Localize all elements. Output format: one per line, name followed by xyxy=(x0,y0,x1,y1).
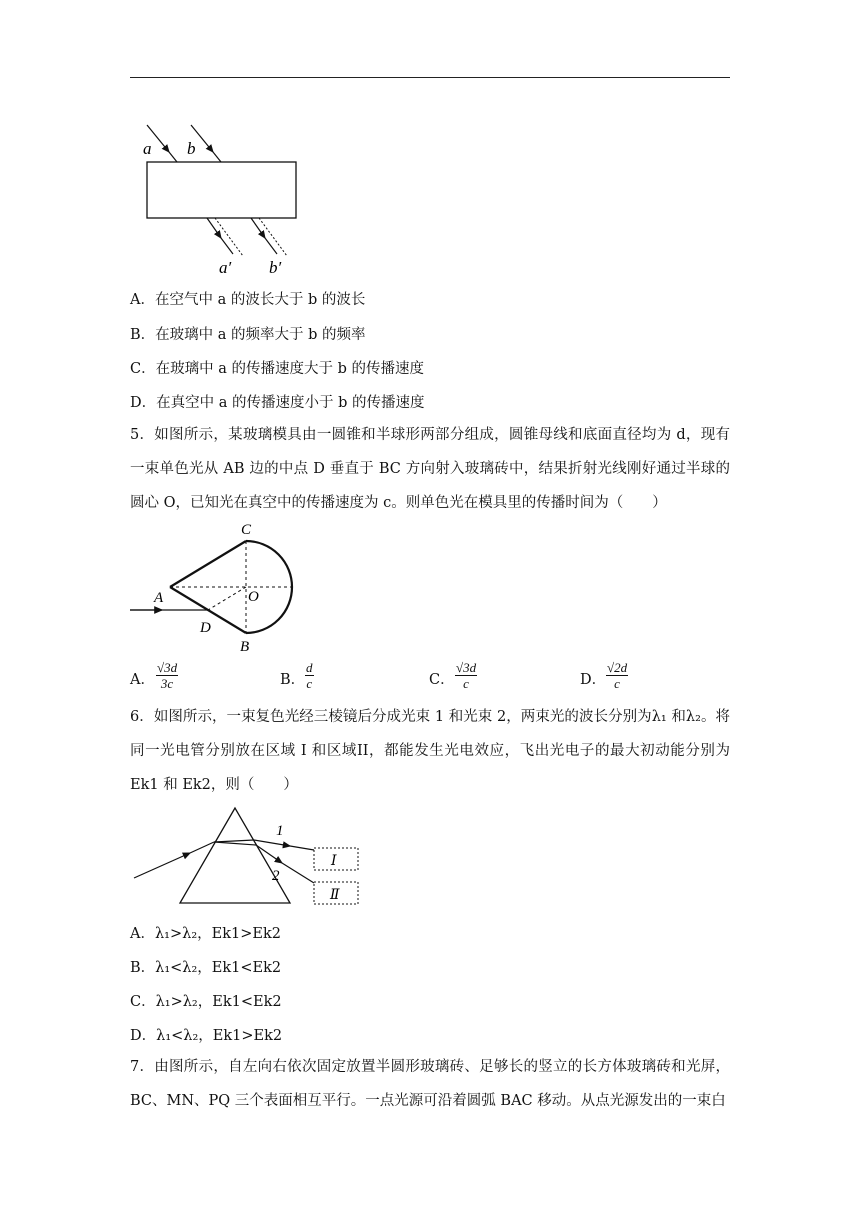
point-o-label: O xyxy=(248,589,259,605)
q7-stem: 7．由图所示，自左向右依次固定放置半圆形玻璃砖、足够长的竖立的长方体玻璃砖和光屏，BC、MN、PQ 三个表面相互平行。一点光源可沿着圆弧 BAC 移动。从点光源发出的一束白 xyxy=(130,1059,730,1109)
point-a-label: A xyxy=(154,590,164,606)
q6-option-b: B．λ₁<λ₂，Ek1<Ek2 xyxy=(130,960,282,976)
q4-option-c: C．在玻璃中 a 的传播速度大于 b 的传播速度 xyxy=(130,361,424,377)
point-b-label: B xyxy=(240,639,250,655)
point-c-label: C xyxy=(241,522,252,538)
region-2-label: Ⅱ xyxy=(330,888,340,903)
q4-option-b: B．在玻璃中 a 的频率大于 b 的频率 xyxy=(130,327,366,343)
q5-option-d-value: $\frac{√2d}{c}$ xyxy=(607,660,628,691)
q5-option-a-value: $\frac{√3d}{3c}$ xyxy=(157,660,178,691)
q5-stem: 5．如图所示，某玻璃模具由一圆锥和半球形两部分组成，圆锥母线和底面直径均为 d，现有一束单色光从 AB 边的中点 D 垂直于 BC 方向射入玻璃砖中，结果折射光线刚好通过半球的圆心 O，已知光在真空中的传播速度为 c。则单色光在模具里的传播时间为（ ） xyxy=(130,427,730,511)
q5-option-b-label: B． xyxy=(280,672,306,688)
cone-hemisphere-diagram xyxy=(130,520,310,655)
point-d-label: D xyxy=(200,620,211,636)
prism-diagram xyxy=(130,805,370,910)
ray-a-label: a xyxy=(143,139,152,158)
ray-b-prime-label: b′ xyxy=(269,258,282,277)
q4-option-d: D．在真空中 a 的传播速度小于 b 的传播速度 xyxy=(130,395,425,411)
q5-option-c-label: C． xyxy=(429,672,455,688)
slab-diagram xyxy=(135,120,315,280)
q6-option-c: C．λ₁>λ₂，Ek1<Ek2 xyxy=(130,994,282,1010)
beam-1-label: 1 xyxy=(276,823,284,839)
q5-option-b-value: $\frac{d}{c}$ xyxy=(306,660,313,691)
beam-2-label: 2 xyxy=(272,868,280,884)
q5-option-d-label: D． xyxy=(580,672,607,688)
q5-option-c-value: $\frac{√3d}{c}$ xyxy=(456,660,477,691)
q6-option-a: A．λ₁>λ₂，Ek1>Ek2 xyxy=(130,926,281,942)
header-rule xyxy=(130,77,730,78)
region-1-label: Ⅰ xyxy=(331,854,337,869)
q4-option-a: A．在空气中 a 的波长大于 b 的波长 xyxy=(130,292,366,308)
ray-a-prime-label: a′ xyxy=(219,258,232,277)
q5-option-a-label: A． xyxy=(130,672,155,688)
q6-stem: 6．如图所示，一束复色光经三棱镜后分成光束 1 和光束 2，两束光的波长分别为λ₁ 和λ₂。将同一光电管分别放在区域 I 和区域II，都能发生光电效应，飞出光电子的最大初动能分别为 Ek1 和 Ek2，则（ ） xyxy=(130,709,730,793)
q6-option-d: D．λ₁<λ₂，Ek1>Ek2 xyxy=(130,1028,283,1044)
ray-b-label: b xyxy=(187,139,196,158)
